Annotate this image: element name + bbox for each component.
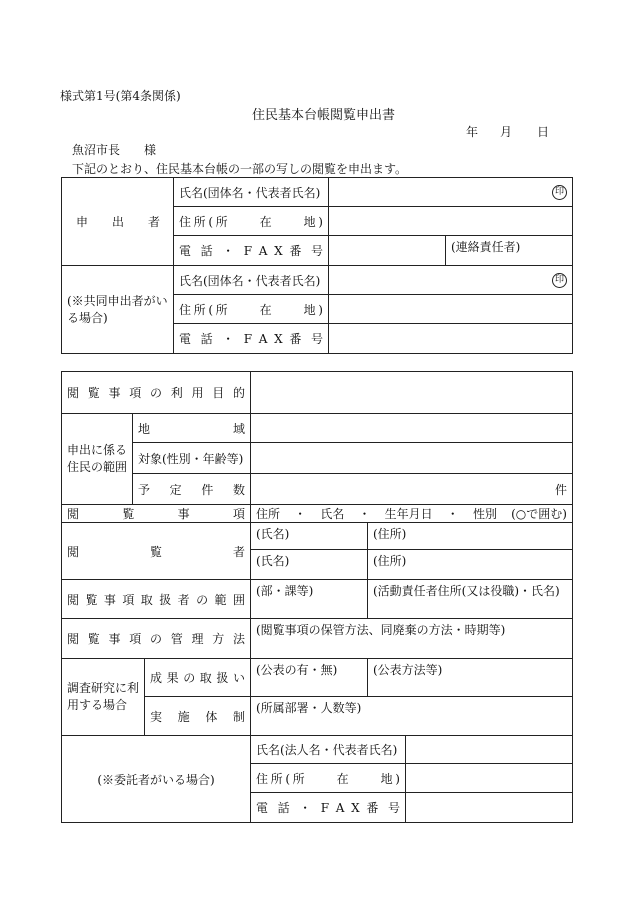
- form-title: 住民基本台帳閲覧申出書: [252, 108, 396, 123]
- research-label: 調査研究に利用する場合: [62, 659, 145, 736]
- addressee: 魚沼市長 様: [72, 143, 157, 157]
- item-option-sex[interactable]: 性別: [472, 507, 497, 521]
- items-label: 閲覧事項: [62, 505, 251, 523]
- item-separator: ・: [446, 507, 459, 521]
- purpose-field[interactable]: [251, 372, 573, 414]
- purpose-label: 閲覧事項の利用目的: [62, 372, 251, 414]
- delegate-address-field[interactable]: [406, 764, 573, 793]
- delegate-name-label: 氏名(法人名・代表者氏名): [251, 736, 406, 764]
- delegate-name-field[interactable]: [406, 736, 573, 764]
- system-field[interactable]: (所属部署・人数等): [251, 697, 573, 736]
- handler-resp-field[interactable]: (活動責任者住所(又は役職)・氏名): [368, 580, 573, 619]
- management-field[interactable]: (閲覧事項の保管方法、同廃棄の方法・時期等): [251, 619, 573, 659]
- form-number: 様式第1号(第4条関係): [60, 89, 181, 103]
- applicant-name-label: 氏名(団体名・代表者氏名): [174, 178, 329, 207]
- seal-icon: 印: [552, 185, 567, 200]
- target-label: 対象(性別・年齢等): [133, 443, 251, 474]
- target-field[interactable]: [251, 443, 573, 474]
- joint-address-field[interactable]: [329, 295, 573, 324]
- count-label: 予定件数: [133, 474, 251, 505]
- item-separator: ・: [358, 507, 371, 521]
- area-label: 地 域: [133, 414, 251, 443]
- joint-phone-field[interactable]: [329, 324, 573, 354]
- handler-label: 閲覧事項取扱者の範囲: [62, 580, 251, 619]
- joint-phone-label: 電 話 ・ F A X 番 号: [174, 324, 329, 354]
- date-year: 年: [466, 125, 479, 139]
- results-label: 成果の取扱い: [145, 659, 251, 697]
- items-note: (○で囲む): [511, 507, 567, 521]
- item-option-name[interactable]: 氏名: [320, 507, 345, 521]
- viewer-name-field[interactable]: (氏名): [251, 550, 368, 580]
- results-method-field[interactable]: (公表方法等): [368, 659, 573, 697]
- viewer-name-field[interactable]: (氏名): [251, 523, 368, 550]
- count-field[interactable]: [251, 474, 573, 505]
- delegate-phone-label: 電 話 ・ F A X 番 号: [251, 793, 406, 823]
- management-label: 閲覧事項の管理方法: [62, 619, 251, 659]
- scope-label: 申出に係る住民の範囲: [62, 414, 133, 505]
- applicant-contact-field[interactable]: (連絡責任者): [446, 236, 573, 266]
- joint-address-label: 住所(所 在 地): [174, 295, 329, 324]
- joint-name-field[interactable]: [329, 266, 573, 295]
- intro-text: 下記のとおり、住民基本台帳の一部の写しの閲覧を申出ます。: [72, 162, 408, 176]
- item-option-address[interactable]: 住所: [256, 507, 281, 521]
- item-option-birthdate[interactable]: 生年月日: [384, 507, 433, 521]
- joint-name-label: 氏名(団体名・代表者氏名): [174, 266, 329, 295]
- applicant-phone-label: 電 話 ・ F A X 番 号: [174, 236, 329, 266]
- area-field[interactable]: [251, 414, 573, 443]
- date-day: 日: [537, 125, 550, 139]
- details-table: [61, 371, 573, 823]
- items-options[interactable]: [251, 505, 573, 523]
- system-label: 実施体制: [145, 697, 251, 736]
- applicant-address-label: 住所(所 在 地): [174, 207, 329, 236]
- handler-dept-field[interactable]: (部・課等): [251, 580, 368, 619]
- count-unit: 件: [555, 482, 568, 497]
- viewer-address-field[interactable]: (住所): [368, 550, 573, 580]
- applicant-phone-field[interactable]: [329, 236, 446, 266]
- seal-icon: 印: [552, 273, 567, 288]
- item-separator: ・: [294, 507, 307, 521]
- date-month: 月: [500, 125, 513, 139]
- viewer-address-field[interactable]: (住所): [368, 523, 573, 550]
- applicant-section-label: 申 出 者: [62, 178, 174, 266]
- applicant-address-field[interactable]: [329, 207, 573, 236]
- joint-section-label: (※共同申出者がいる場合): [62, 266, 174, 354]
- delegate-address-label: 住所(所 在 地): [251, 764, 406, 793]
- delegate-section-label: (※委託者がいる場合): [62, 736, 251, 823]
- results-public-field[interactable]: (公表の有・無): [251, 659, 368, 697]
- applicant-name-field[interactable]: [329, 178, 573, 207]
- delegate-phone-field[interactable]: [406, 793, 573, 823]
- applicant-table: [61, 177, 573, 354]
- viewer-label: 閲覧者: [62, 523, 251, 580]
